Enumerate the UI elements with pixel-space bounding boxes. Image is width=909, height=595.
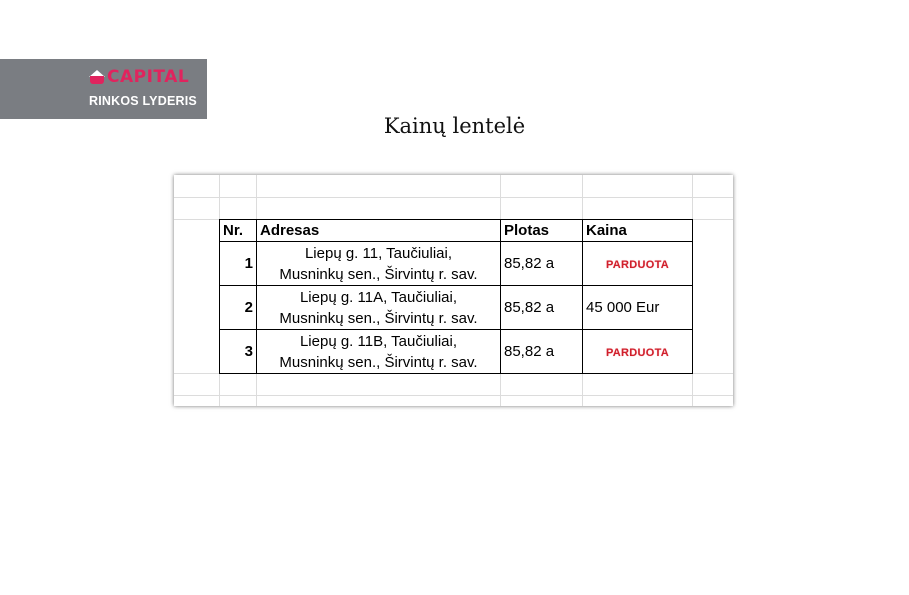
row-area: 85,82 a	[501, 286, 583, 330]
address-line-1: Liepų g. 11, Taučiuliai,	[304, 244, 453, 262]
row-area: 85,82 a	[501, 330, 583, 374]
row-address	[257, 242, 501, 286]
row-price	[583, 330, 693, 374]
address-line-1: Liepų g. 11B, Taučiuliai,	[299, 332, 458, 350]
address-line-2: Musninkų sen., Širvintų r. sav.	[279, 309, 478, 327]
row-area: 85,82 a	[501, 242, 583, 286]
price-table	[219, 219, 693, 374]
row-number: 1	[220, 242, 257, 286]
address-line-1: Liepų g. 11A, Taučiuliai,	[299, 288, 458, 306]
page-title: Kainų lentelė	[383, 114, 526, 138]
table-header-row	[220, 220, 693, 242]
sold-stamp: PARDUOTA	[605, 259, 670, 271]
row-number: 2	[220, 286, 257, 330]
row-price: 45 000 Eur	[583, 286, 693, 330]
spreadsheet-snapshot	[174, 175, 733, 406]
header-price: Kaina	[583, 220, 693, 242]
header-area: Plotas	[501, 220, 583, 242]
logo-brand-row	[89, 68, 189, 86]
header-address: Adresas	[257, 220, 501, 242]
row-number: 3	[220, 330, 257, 374]
table-row	[220, 330, 693, 374]
row-address	[257, 286, 501, 330]
address-line-2: Musninkų sen., Širvintų r. sav.	[279, 265, 478, 283]
house-icon	[89, 70, 105, 84]
table-row	[220, 242, 693, 286]
address-line-2: Musninkų sen., Širvintų r. sav.	[279, 353, 478, 371]
header-nr: Nr.	[220, 220, 257, 242]
company-logo	[0, 59, 207, 119]
row-address	[257, 330, 501, 374]
sold-stamp: PARDUOTA	[605, 347, 670, 359]
logo-tagline: RINKOS LYDERIS	[89, 94, 197, 108]
table-row	[220, 286, 693, 330]
row-price	[583, 242, 693, 286]
logo-brand-text: CAPITAL	[107, 67, 190, 87]
